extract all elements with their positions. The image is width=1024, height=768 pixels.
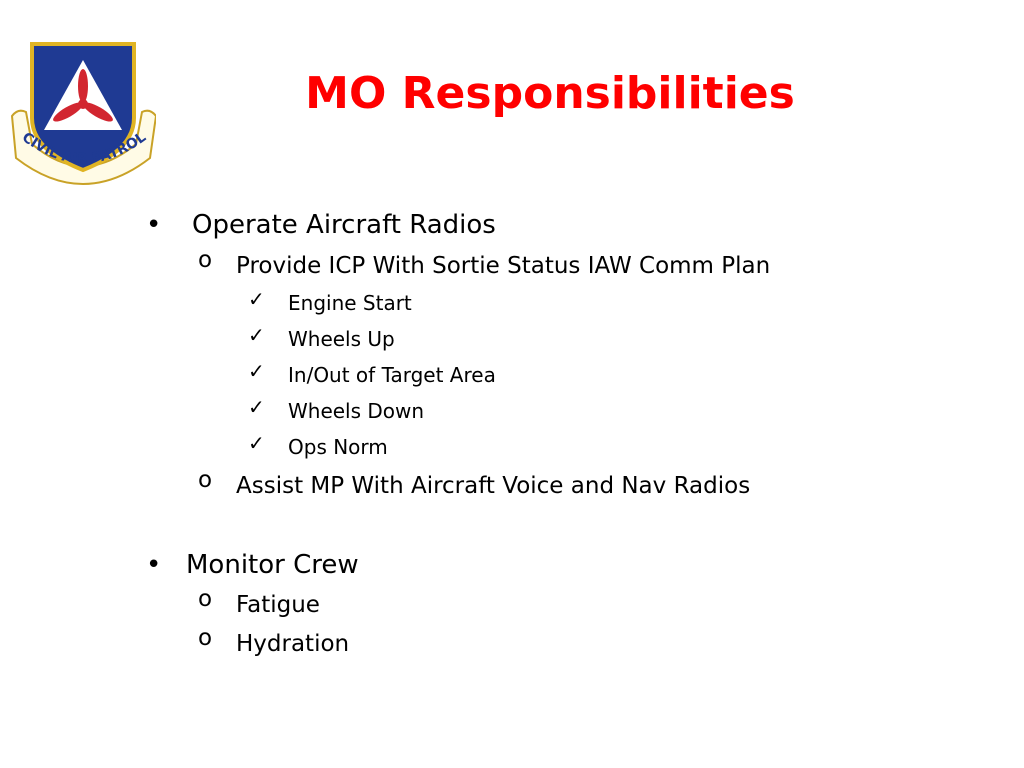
sub-bullet-marker: o xyxy=(198,586,213,612)
check-item-text: Engine Start xyxy=(288,291,412,315)
bullet-marker: • xyxy=(146,550,162,580)
sub-bullet-text: Fatigue xyxy=(236,592,320,618)
check-item-text: In/Out of Target Area xyxy=(288,363,496,387)
bullet-text: Operate Aircraft Radios xyxy=(192,210,496,240)
slide-title: MO Responsibilities xyxy=(305,68,795,119)
sub-bullet-marker: o xyxy=(198,625,213,651)
check-item-text: Wheels Up xyxy=(288,327,395,351)
check-icon: ✓ xyxy=(248,395,265,419)
bullet-marker: • xyxy=(146,210,162,240)
check-item-text: Wheels Down xyxy=(288,399,425,423)
sub-bullet-text: Provide ICP With Sortie Status IAW Comm Plan xyxy=(236,253,771,279)
check-icon: ✓ xyxy=(248,287,265,311)
sub-bullet-marker: o xyxy=(198,467,213,493)
check-icon: ✓ xyxy=(248,323,265,347)
check-icon: ✓ xyxy=(248,359,265,383)
bullet-text: Monitor Crew xyxy=(186,550,359,580)
sub-bullet-text: Hydration xyxy=(236,631,350,657)
check-item-text: Ops Norm xyxy=(288,435,388,459)
check-icon: ✓ xyxy=(248,431,265,455)
sub-bullet-marker: o xyxy=(198,247,213,273)
sub-bullet-text: Assist MP With Aircraft Voice and Nav Radios xyxy=(236,473,751,499)
civil-air-patrol-emblem-icon xyxy=(10,38,156,186)
logo-text: CIVIL AIR PATROL xyxy=(18,129,150,168)
